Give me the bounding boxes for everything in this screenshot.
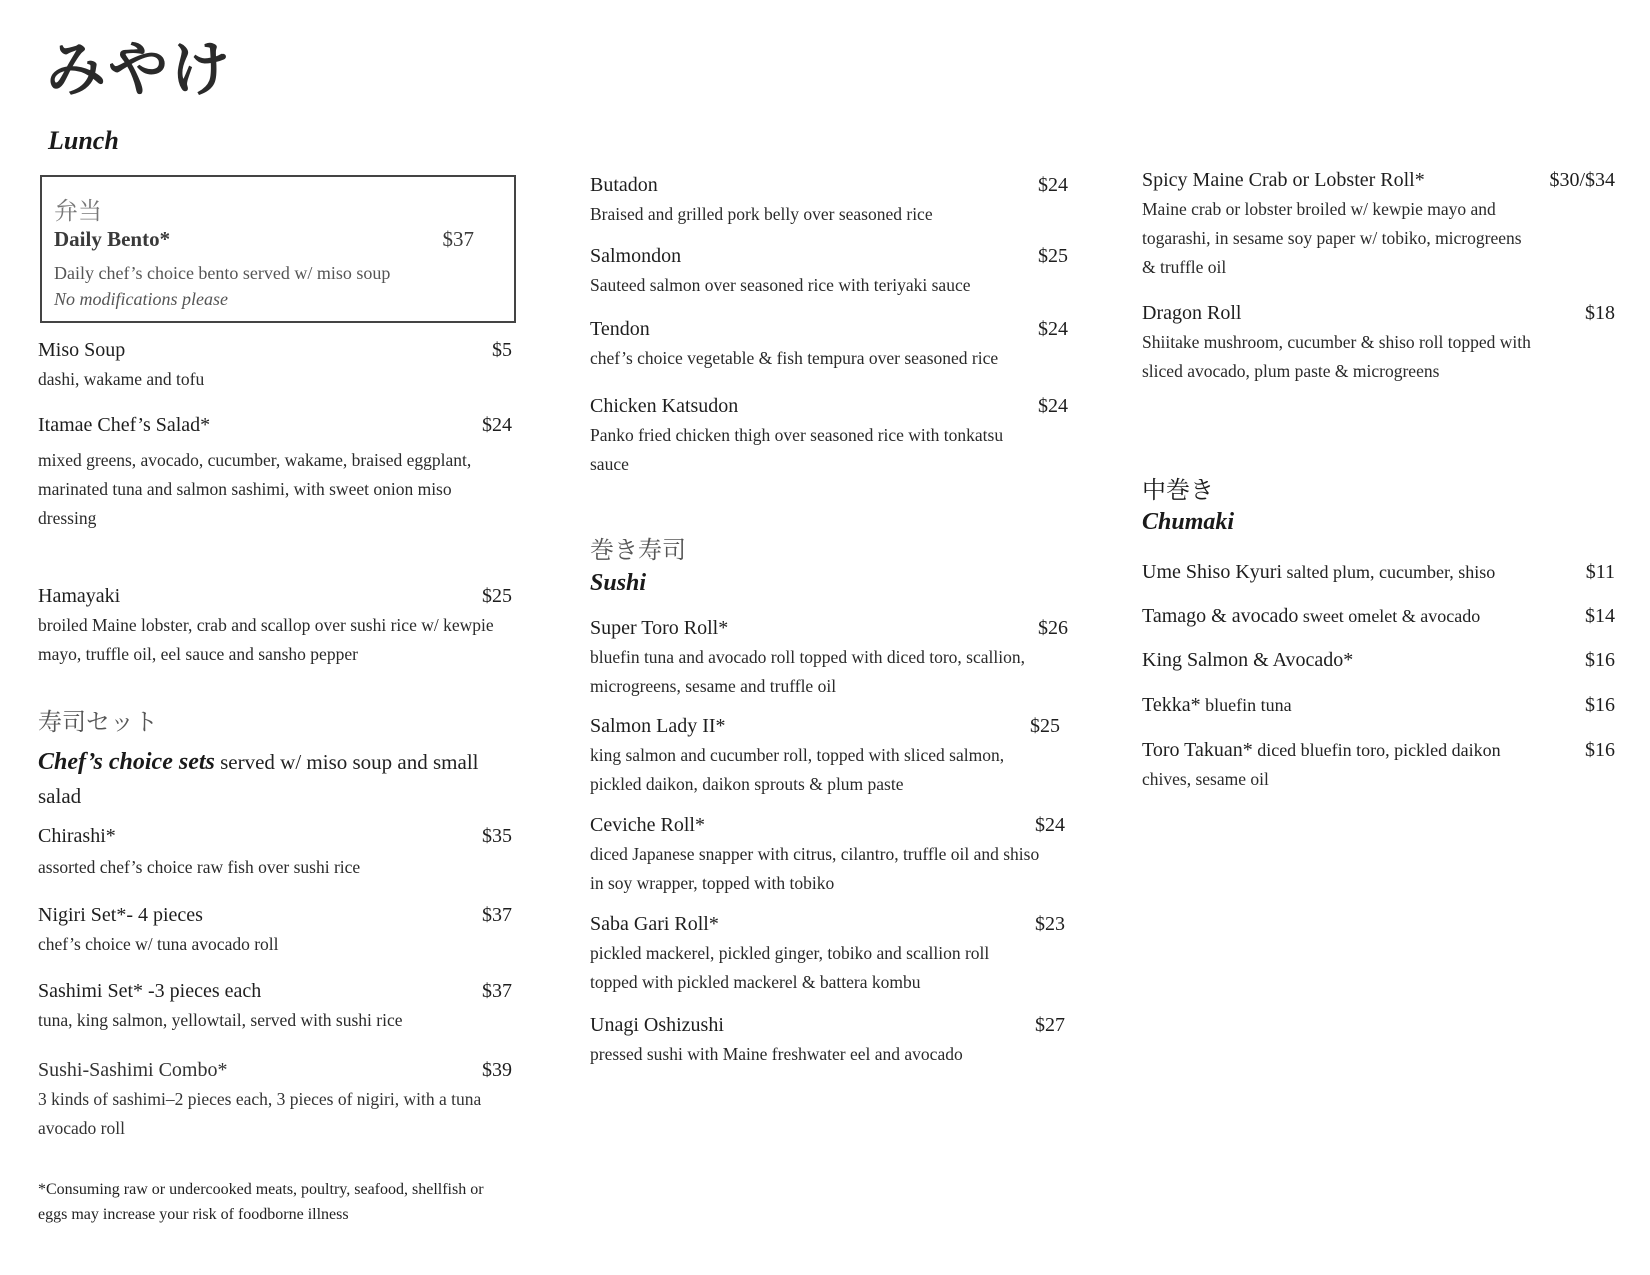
item-price: $16 [1585,739,1615,761]
sushi-heading: Sushi [590,570,647,596]
item-desc: Shiitake mushroom, cucumber & shiso roll topped with sliced avocado, plum paste & microgreens [1142,332,1531,381]
menu-item [38,337,512,394]
item-price: $25 [1038,245,1068,267]
item-name: Chirashi* [38,825,116,847]
item-inline-desc: bluefin tuna [1200,695,1292,715]
item-name-text: King Salmon & Avocado* [1142,649,1354,671]
sushi-jp-heading: 巻き寿司 [590,536,686,564]
item-price: $11 [1585,561,1615,583]
item-price: $5 [492,339,512,361]
item-name: Hamayaki [38,585,121,607]
item-name: Saba Gari Roll* [590,913,719,935]
bento-jp-title: 弁当 [54,197,102,225]
bento-name: Daily Bento* [54,227,171,251]
bento-note: No modifications please [54,289,228,309]
menu-title: Lunch [48,126,119,155]
item-price: $14 [1585,605,1615,627]
item-desc: dashi, wakame and tofu [38,369,205,389]
item-desc: Braised and grilled pork belly over seasoned rice [590,204,933,224]
menu-item [1142,692,1615,718]
restaurant-logo: みやけ [46,35,232,105]
menu-item [38,583,512,669]
menu-item [1142,737,1615,794]
item-name: Butadon [590,174,658,196]
menu-item [1142,167,1615,282]
menu-item [1142,647,1615,673]
bento-desc: Daily chef’s choice bento served w/ miso soup [54,263,391,283]
item-name: Itamae Chef’s Salad* [38,414,211,436]
item-name: Salmondon [590,245,682,267]
item-price: $24 [1038,318,1068,340]
sets-jp-heading: 寿司セット [38,708,158,736]
item-inline-desc: sweet omelet & avocado [1298,606,1481,626]
item-price: $23 [1035,913,1065,935]
item-name [1142,737,1615,763]
item-price: $27 [1035,1014,1065,1036]
menu-item [590,615,1068,701]
sets-heading [38,745,508,813]
item-desc: pressed sushi with Maine freshwater eel and avocado [590,1044,963,1064]
menu-item [590,713,1060,799]
menu-item [590,1012,1065,1069]
item-name [1142,647,1615,673]
item-price: $26 [1038,617,1068,639]
menu-item [590,172,1068,229]
item-desc: king salmon and cucumber roll, topped with sliced salmon, pickled daikon, daikon sprouts & plum paste [590,745,1005,794]
sets-subtitle: served w/ miso soup and small salad [38,750,479,808]
menu-item [38,1057,512,1143]
item-desc: broiled Maine lobster, crab and scallop over sushi rice w/ kewpie mayo, truffle oil, eel sauce and sansho pepper [38,615,494,664]
item-desc: chives, sesame oil [1142,769,1269,789]
item-inline-desc: diced bluefin toro, pickled daikon [1252,740,1501,760]
item-name-text: Tamago & avocado [1142,605,1299,627]
menu-item [590,393,1068,479]
menu-item [590,316,1068,373]
column-1 [38,0,512,1275]
item-name [1142,692,1615,718]
item-price: $16 [1585,649,1615,671]
item-desc: mixed greens, avocado, cucumber, wakame, braised eggplant, [38,450,472,470]
item-name: Tendon [590,318,650,340]
item-price: $25 [482,585,512,607]
menu-item [38,823,512,882]
menu-item [590,812,1065,898]
item-desc: Panko fried chicken thigh over seasoned rice with tonkatsu sauce [590,425,1004,474]
item-name [1142,559,1615,585]
item-price: $30/$34 [1549,169,1615,191]
item-price: $37 [482,980,512,1002]
menu-item [1142,603,1615,629]
item-name: Sushi-Sashimi Combo* [38,1059,228,1081]
item-price: $37 [482,904,512,926]
menu-item [1142,559,1615,585]
footnote: *Consuming raw or undercooked meats, poultry, seafood, shellfish or eggs may increase your risk of foodborne illness [38,1181,484,1223]
item-price: $24 [482,414,512,436]
item-price: $16 [1585,694,1615,716]
item-name: Chicken Katsudon [590,395,739,417]
item-price: $39 [482,1059,512,1081]
item-name: Nigiri Set*- 4 pieces [38,904,203,926]
item-name: Miso Soup [38,339,126,361]
item-desc: diced Japanese snapper with citrus, cilantro, truffle oil and shiso in soy wrapper, topped with tobiko [590,844,1040,893]
item-desc: Maine crab or lobster broiled w/ kewpie mayo and togarashi, in sesame soy paper w/ tobiko, microgreens & truffle oil [1142,199,1522,277]
item-price: $24 [1035,814,1065,836]
column-2 [590,0,1068,1275]
item-desc: Sauteed salmon over seasoned rice with teriyaki sauce [590,275,971,295]
menu-item [590,243,1068,300]
item-price: $18 [1585,302,1615,324]
item-name: Sashimi Set* -3 pieces each [38,980,262,1002]
bento-price: $37 [442,227,474,251]
item-desc-2: marinated tuna and salmon sashimi, with sweet onion miso dressing [38,479,452,528]
item-name [1142,603,1615,629]
item-name: Super Toro Roll* [590,617,729,639]
menu-item [590,911,1065,997]
item-price: $25 [1030,715,1060,737]
chumaki-jp-heading: 中巻き [1142,476,1214,504]
item-name: Dragon Roll [1142,302,1242,324]
item-desc: assorted chef’s choice raw fish over sushi rice [38,857,361,877]
item-name: Unagi Oshizushi [590,1014,724,1036]
menu-item [38,902,512,959]
menu-item [38,412,512,533]
item-desc: 3 kinds of sashimi–2 pieces each, 3 pieces of nigiri, with a tuna avocado roll [38,1089,482,1138]
item-name: Spicy Maine Crab or Lobster Roll* [1142,169,1425,191]
sets-title: Chef’s choice sets [38,749,215,775]
item-name-text: Tekka* [1142,694,1201,716]
column-3 [1142,0,1615,1275]
item-name: Salmon Lady II* [590,715,726,737]
item-price: $24 [1038,174,1068,196]
item-desc: bluefin tuna and avocado roll topped with diced toro, scallion, microgreens, sesame and truffle oil [590,647,1025,696]
item-desc: chef’s choice w/ tuna avocado roll [38,934,279,954]
item-price: $24 [1038,395,1068,417]
item-name: Ceviche Roll* [590,814,705,836]
item-name-text: Ume Shiso Kyuri [1142,561,1282,583]
menu-item [38,978,512,1035]
menu-item [1142,300,1615,386]
item-desc: tuna, king salmon, yellowtail, served with sushi rice [38,1010,403,1030]
chumaki-heading: Chumaki [1142,509,1235,535]
item-inline-desc: salted plum, cucumber, shiso [1282,562,1496,582]
item-desc: pickled mackerel, pickled ginger, tobiko and scallion roll topped with pickled mackerel & battera kombu [590,943,990,992]
item-name-text: Toro Takuan* [1142,739,1253,761]
item-desc: chef’s choice vegetable & fish tempura over seasoned rice [590,348,999,368]
item-price: $35 [482,825,512,847]
